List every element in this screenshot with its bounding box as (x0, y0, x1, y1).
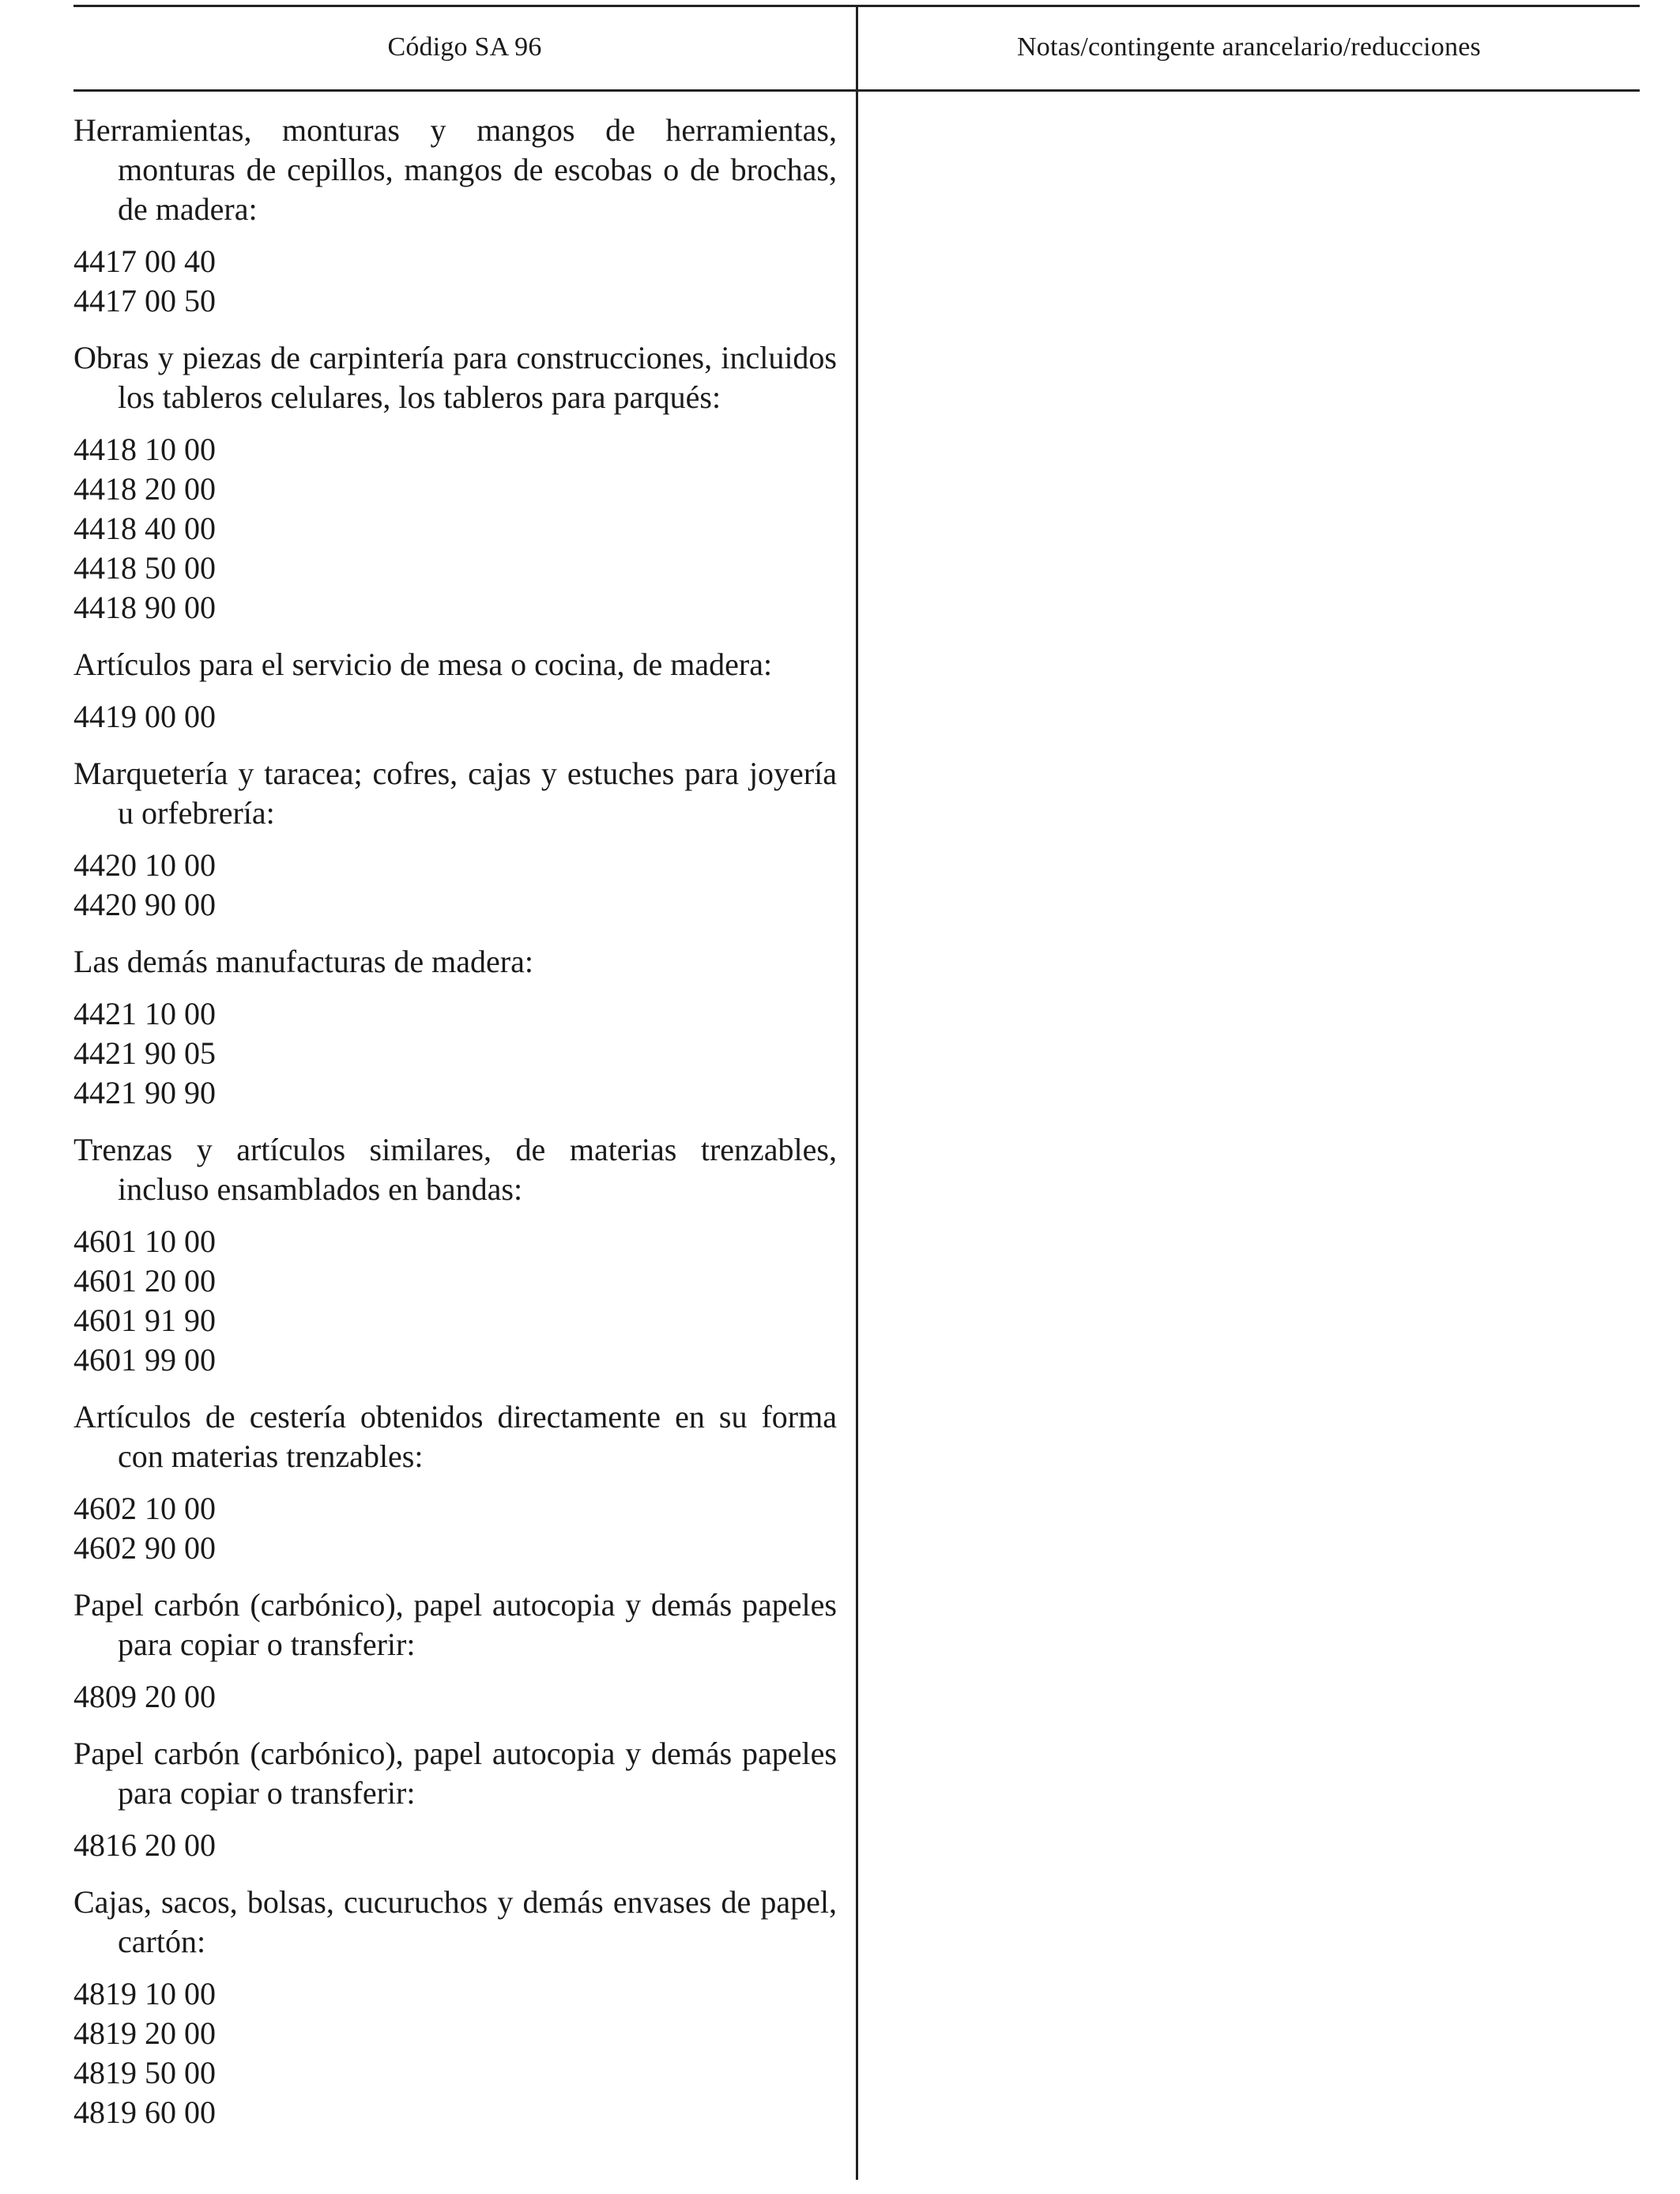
hs-code: 4819 60 00 (73, 2094, 216, 2130)
hs-code: 4418 90 00 (73, 590, 216, 625)
hs-code: 4418 20 00 (73, 471, 216, 507)
hs-code: 4602 10 00 (73, 1491, 216, 1526)
hs-code: 4417 00 40 (73, 243, 216, 279)
column-divider (856, 5, 858, 2180)
column-header-code: Código SA 96 (387, 32, 542, 62)
hs-code: 4420 90 00 (73, 887, 216, 922)
hs-code: 4421 90 90 (73, 1075, 216, 1110)
group-heading: Obras y piezas de carpintería para construcciones, incluidos los tableros celulares, los tableros para parqués: (73, 340, 837, 415)
code-column (73, 111, 837, 2150)
hs-code: 4819 10 00 (73, 1976, 216, 2011)
hs-code: 4601 10 00 (73, 1223, 216, 1259)
tariff-group (73, 645, 837, 737)
hs-code: 4421 90 05 (73, 1035, 216, 1071)
tariff-group (73, 754, 837, 925)
tariff-group (73, 1585, 837, 1717)
tariff-group (73, 338, 837, 628)
group-heading: Papel carbón (carbónico), papel autocopia y demás papeles para copiar o transferir: (73, 1736, 837, 1811)
hs-code: 4816 20 00 (73, 1827, 216, 1863)
hs-code: 4819 50 00 (73, 2055, 216, 2090)
tariff-group (73, 1397, 837, 1568)
hs-code: 4601 91 90 (73, 1302, 216, 1338)
group-heading: Papel carbón (carbónico), papel autocopia y demás papeles para copiar o transferir: (73, 1587, 837, 1662)
tariff-group (73, 942, 837, 1113)
tariff-group (73, 1734, 837, 1865)
hs-code: 4418 50 00 (73, 550, 216, 586)
tariff-group (73, 1883, 837, 2132)
tariff-group (73, 111, 837, 321)
hs-code: 4420 10 00 (73, 847, 216, 883)
group-heading: Trenzas y artículos similares, de materias trenzables, incluso ensamblados en bandas: (73, 1132, 837, 1207)
hs-code: 4418 10 00 (73, 432, 216, 467)
hs-code: 4418 40 00 (73, 511, 216, 546)
group-heading: Cajas, sacos, bolsas, cucuruchos y demás envases de papel, cartón: (73, 1884, 837, 1959)
hs-code: 4417 00 50 (73, 283, 216, 319)
group-heading: Herramientas, monturas y mangos de herramientas, monturas de cepillos, mangos de escobas o de brochas, de madera: (73, 112, 837, 227)
group-heading: Las demás manufacturas de madera: (73, 944, 533, 979)
hs-code: 4809 20 00 (73, 1679, 216, 1714)
hs-code: 4602 90 00 (73, 1530, 216, 1566)
group-heading: Artículos de cestería obtenidos directamente en su forma con materias trenzables: (73, 1399, 837, 1474)
hs-code: 4819 20 00 (73, 2015, 216, 2051)
column-header-notes: Notas/contingente arancelario/reducciones (1017, 32, 1481, 62)
hs-code: 4419 00 00 (73, 699, 216, 734)
group-heading: Artículos para el servicio de mesa o cocina, de madera: (73, 647, 773, 682)
hs-code: 4601 20 00 (73, 1263, 216, 1299)
tariff-group (73, 1130, 837, 1380)
hs-code: 4601 99 00 (73, 1342, 216, 1378)
group-heading: Marquetería y taracea; cofres, cajas y estuches para joyería u orfebrería: (73, 756, 837, 831)
hs-code: 4421 10 00 (73, 996, 216, 1031)
